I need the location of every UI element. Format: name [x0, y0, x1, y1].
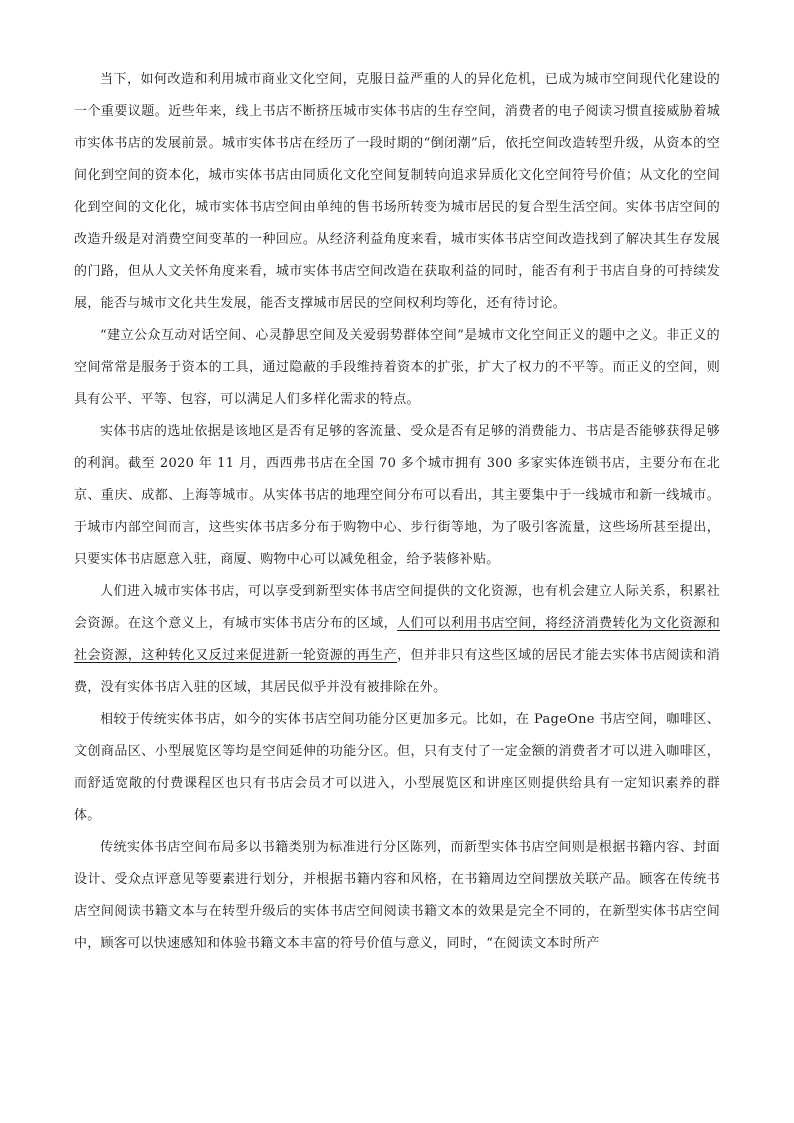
- paragraph-text: 人们进入城市实体书店，可以享受到新型实体书店空间提供的文化资源，也有机会建立人际关系，积累社会资源。在这个意义上，有城市实体书店分布的区域，: [74, 584, 720, 631]
- document-body: [74, 64, 720, 960]
- paragraph-2: [74, 320, 720, 416]
- paragraph-text: 当下，如何改造和利用城市商业文化空间，克服日益严重的人的异化危机，已成为城市空间现代化建设的一个重要议题。近些年来，线上书店不断挤压城市实体书店的生存空间，消费者的电子阅读习惯直接威胁着城市实体书店的发展前景。城市实体书店在经历了一段时期的“倒闭潮”后，依托空间改造转型升级，从资本的空间化到空间的资本化，城市实体书店由同质化文化空间复制转向追求异质化文化空间符号价值；从文化的空间化到空间的文化化，城市实体书店空间由单纯的售书场所转变为城市居民的复合型生活空间。实体书店空间的改造升级是对消费空间变革的一种回应。从经济利益角度来看，城市实体书店空间改造找到了解决其生存发展的门路，但从人文关怀角度来看，城市实体书店空间改造在获取利益的同时，能否有利于书店自身的可持续发展，能否与城市文化共生发展，能否支撑城市居民的空间权利均等化，还有待讨论。: [74, 72, 720, 311]
- paragraph-text: “建立公众互动对话空间、心灵静思空间及关爱弱势群体空间”是城市文化空间正义的题中之义。非正义的空间常常是服务于资本的工具，通过隐蔽的手段维持着资本的扩张，扩大了权力的不平等。而正义的空间，则具有公平、平等、包容，可以满足人们多样化需求的特点。: [74, 328, 720, 407]
- underlined-sentence: 人们可以利用书店空间，将经济消费转化为文化资源和社会资源，这种转化又反过来促进新一轮资源的再生产: [74, 616, 720, 663]
- paragraph-4: [74, 576, 720, 704]
- paragraph-text: 相较于传统实体书店，如今的实体书店空间功能分区更加多元。比如，在 PageOne 书店空间，咖啡区、文创商品区、小型展览区等均是空间延伸的功能分区。但，只有支付了一定金额的消费者才可以进入咖啡区，而舒适宽敞的付费课程区也只有书店会员才可以进入，小型展览区和讲座区则提供给具有一定知识素养的群体。: [74, 712, 720, 823]
- paragraph-5: [74, 704, 720, 832]
- paragraph-6: [74, 832, 720, 960]
- paragraph-text: ，但并非只有这些区域的居民才能去实体书店阅读和消费，没有实体书店入驻的区域，其居民似乎并没有被排除在外。: [74, 648, 720, 695]
- paragraph-text: 实体书店的选址依据是该地区是否有足够的客流量、受众是否有足够的消费能力、书店是否能够获得足够的利润。截至 2020 年 11 月，西西弗书店在全国 70 多个城市拥有 300 多家实体连锁书店，主要分布在北京、重庆、成都、上海等城市。从实体书店的地理空间分布可以看出，其主要集中于一线城市和新一线城市。于城市内部空间而言，这些实体书店多分布于购物中心、步行街等地，为了吸引客流量，这些场所甚至提出，只要实体书店愿意入驻，商厦、购物中心可以减免租金，给予装修补贴。: [74, 424, 720, 567]
- paragraph-3: [74, 416, 720, 576]
- paragraph-text: 传统实体书店空间布局多以书籍类别为标准进行分区陈列，而新型实体书店空间则是根据书籍内容、封面设计、受众点评意见等要素进行划分，并根据书籍内容和风格，在书籍周边空间摆放关联产品。顾客在传统书店空间阅读书籍文本与在转型升级后的实体书店空间阅读书籍文本的效果是完全不同的，在新型实体书店空间中，顾客可以快速感知和体验书籍文本丰富的符号价值与意义，同时，“在阅读文本时所产: [74, 840, 720, 951]
- paragraph-1: [74, 64, 720, 320]
